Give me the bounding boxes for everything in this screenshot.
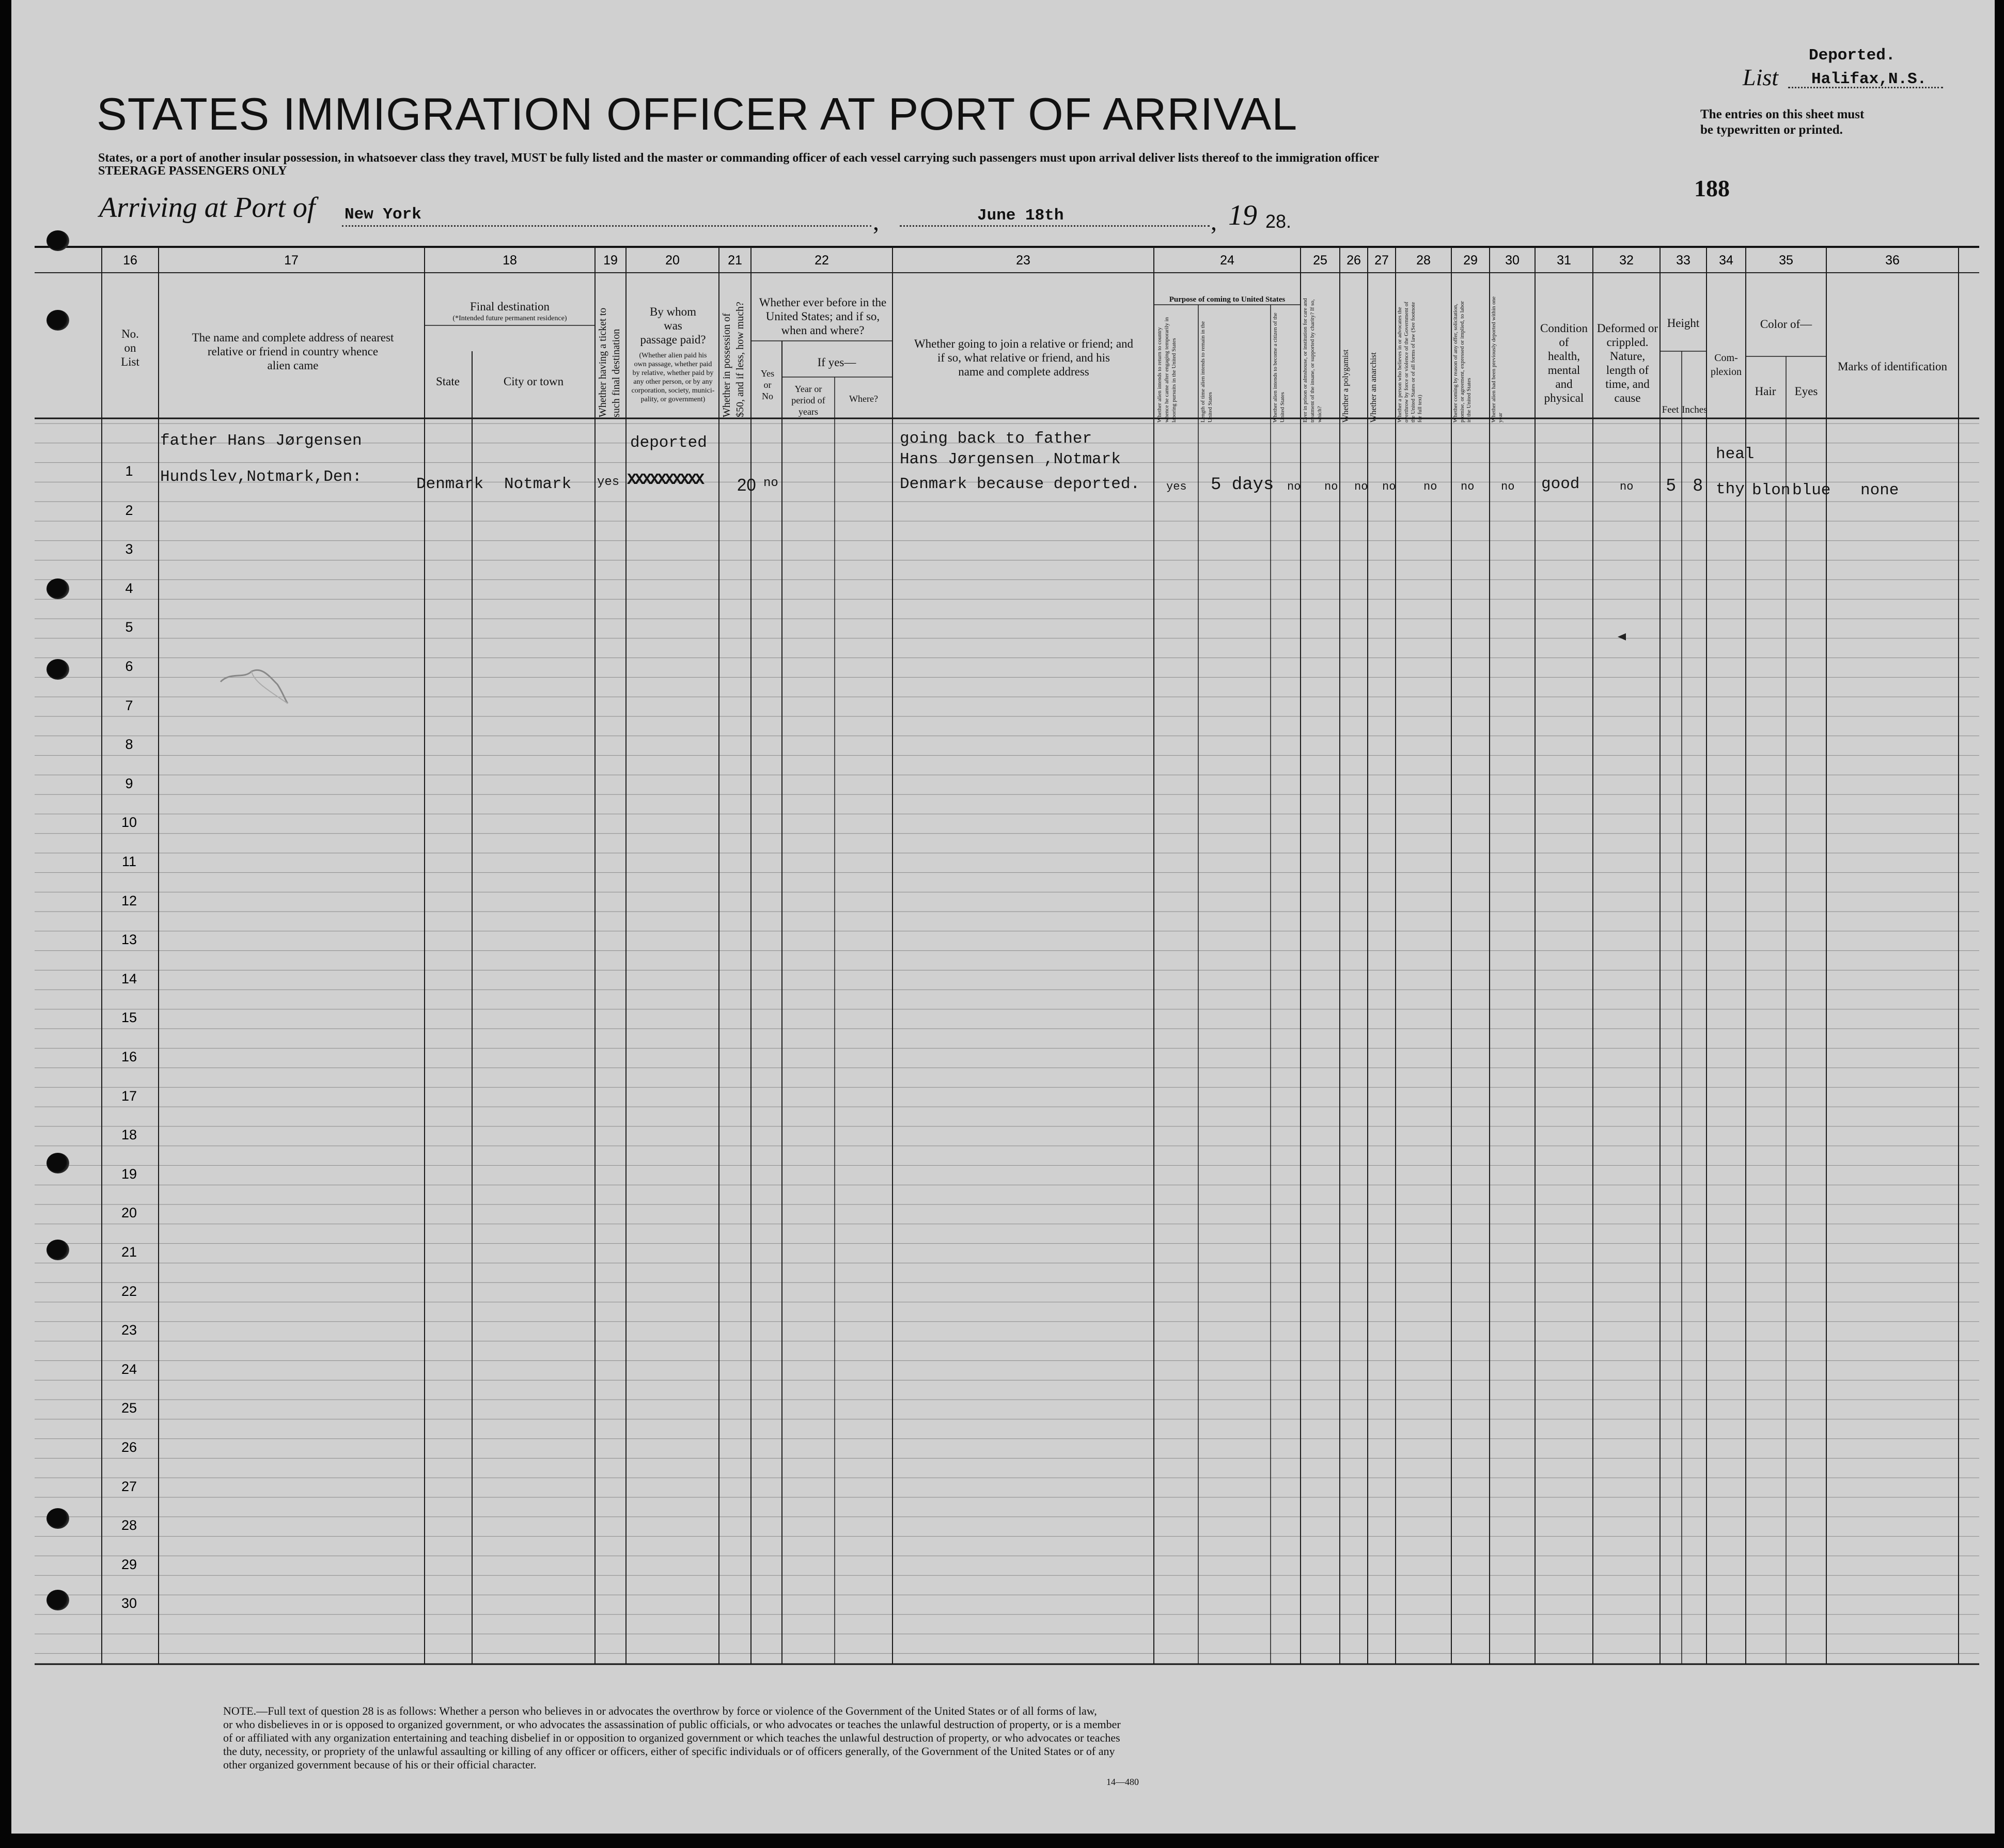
- column-number: 19: [603, 253, 618, 268]
- hair-value: blon: [1752, 481, 1791, 499]
- table-grid: [11, 0, 1995, 1834]
- col20-header: [627, 305, 719, 347]
- col22-ifyes: If yes—: [817, 356, 856, 369]
- column-number: 18: [503, 253, 517, 268]
- punch-hole: [46, 1240, 69, 1260]
- col22-yesno-line: Yes: [760, 368, 775, 379]
- row-number: 16: [121, 1049, 137, 1064]
- column-number: 21: [728, 253, 742, 268]
- paid-by-line1: deported: [630, 434, 707, 452]
- col22-line: when and where?: [781, 324, 865, 337]
- deported-before-value: no: [1501, 480, 1515, 493]
- row-number: 10: [121, 815, 137, 831]
- col32-line: Deformed or: [1596, 322, 1658, 335]
- col20-sub-line: by relative, whether paid by: [632, 369, 714, 377]
- column-number: 30: [1505, 253, 1520, 268]
- page-number: 188: [1694, 175, 1730, 201]
- col20-line: was: [664, 319, 682, 332]
- col20-sub-line: (Whether alien paid his: [639, 352, 707, 359]
- col34-line: plexion: [1711, 366, 1742, 378]
- row-number: 13: [121, 932, 137, 948]
- before-in-us: no: [763, 476, 778, 490]
- row-number: 18: [121, 1127, 137, 1143]
- punch-hole: [46, 1508, 69, 1529]
- footnote-line: or who disbelieves in or is opposed to organized government, or who advocates the assassination of public officials, or who advocates or teaches the unlawful destruction of property, or is a member: [223, 1718, 1121, 1731]
- row-number: 6: [125, 659, 133, 674]
- paid-by-struck: XXXXXXXXXX: [627, 471, 703, 489]
- col23-line: Whether going to join a relative or friend; and: [914, 337, 1134, 350]
- marks-value: none: [1860, 481, 1899, 499]
- col17-line: relative or friend in country whence: [207, 345, 379, 358]
- col32-line: Nature,: [1609, 350, 1646, 363]
- punch-hole: [46, 659, 69, 680]
- arriving-label: Arriving at Port of: [99, 192, 316, 224]
- column-number: 24: [1220, 253, 1234, 268]
- column-number: 16: [123, 253, 137, 268]
- row-number: 24: [121, 1361, 137, 1377]
- paper-tear-mark: [215, 661, 298, 708]
- destination-city: Notmark: [504, 475, 572, 493]
- anarchist-value: no: [1382, 480, 1396, 493]
- arrow-mark: [1618, 633, 1626, 640]
- col17-line: alien came: [267, 359, 319, 372]
- col16-header: [102, 327, 159, 369]
- port-value: New York: [345, 206, 421, 224]
- col32-header: [1594, 321, 1661, 405]
- column-number: 26: [1347, 253, 1361, 268]
- col22-line: United States; and if so,: [765, 310, 880, 323]
- col31-line: of: [1559, 336, 1569, 349]
- row-number: 11: [121, 854, 137, 869]
- complexion-line1: heal: [1716, 445, 1755, 463]
- row-number: 29: [121, 1556, 137, 1572]
- intro-text: States, or a port of another insular possession, in whatsoever class they travel, MUST be fully listed and the master or commanding officer of each vessel carrying such passengers must upon arrival deliver lists thereof to the immigration officer: [98, 151, 1380, 165]
- row-number: 1: [125, 463, 133, 479]
- row-number: 15: [121, 1010, 137, 1026]
- col16-line: on: [124, 341, 136, 354]
- polygamist-value: no: [1354, 480, 1368, 493]
- col33-feet: Feet: [1662, 404, 1679, 415]
- footnote-line: the duty, necessity, or propriety of the unlawful assaulting or killing of any officer or officers, either of specific individuals or of officers generally, of the Government of the United States or of any: [223, 1745, 1115, 1758]
- footnote-line: other organized government because of his or their official character.: [223, 1758, 537, 1771]
- column-number: 35: [1779, 253, 1793, 268]
- footnote-line: NOTE.—Full text of question 28 is as follows: Whether a person who believes in or advocates the overthrow by force or violence of the Government of the United States or of all forms of law,: [223, 1704, 1097, 1717]
- form-number: 14—480: [1106, 1777, 1139, 1787]
- col22-where: Where?: [849, 394, 878, 404]
- money-value: 20: [737, 475, 756, 494]
- row-number: 28: [121, 1517, 137, 1533]
- col20-subtitle: [627, 351, 719, 404]
- height-inches: 8: [1693, 475, 1703, 494]
- deported-stamp: Deported.: [1809, 46, 1896, 65]
- manifest-sheet: [11, 0, 1995, 1834]
- footnote: [223, 1704, 1121, 1772]
- comma: ,: [1211, 208, 1217, 236]
- col23-line: if so, what relative or friend, and his: [937, 351, 1110, 364]
- row-number: 4: [125, 580, 133, 596]
- col27-header: Whether an anarchist: [1369, 352, 1378, 422]
- list-value: Halifax,N.S.: [1811, 70, 1927, 88]
- relative-address: Hundslev,Notmark,Den:: [160, 468, 362, 486]
- punch-hole: [46, 578, 69, 599]
- col31-line: health,: [1548, 350, 1580, 363]
- purpose-return: yes: [1166, 480, 1187, 493]
- col22-yesno-line: or: [763, 380, 772, 390]
- col20-line: passage paid?: [640, 333, 706, 346]
- col22-years: [783, 383, 834, 417]
- complexion-line2: thy: [1716, 480, 1745, 498]
- year-suffix: 28.: [1265, 211, 1292, 232]
- col32-line: cause: [1614, 391, 1641, 404]
- column-number: 36: [1885, 253, 1900, 268]
- punch-hole: [46, 230, 69, 251]
- col24c-header: Whether alien intends to become a citizen of the United States: [1272, 312, 1286, 422]
- column-number: 34: [1719, 253, 1733, 268]
- row-number: 23: [121, 1322, 137, 1338]
- col29-header: Whether coming by reason of any offer, solicitation, promise, or agreement, expressed or implied, to labor in the United States: [1452, 301, 1472, 422]
- column-number: 27: [1374, 253, 1389, 268]
- col20-sub-line: corporation, society, munici-: [631, 387, 715, 395]
- row-number: 22: [121, 1283, 137, 1299]
- dotted-line: [900, 225, 1210, 227]
- row-number: 27: [121, 1478, 137, 1494]
- col33-inches: Inches: [1682, 404, 1708, 415]
- col26-header: Whether a polygamist: [1341, 349, 1350, 422]
- column-number: 23: [1016, 253, 1030, 268]
- column-number: 25: [1313, 253, 1327, 268]
- entries-note: The entries on this sheet must: [1700, 107, 1865, 121]
- row-number: 3: [125, 541, 133, 557]
- col17-header: [161, 331, 425, 372]
- col34-header: [1706, 351, 1746, 379]
- row-number: 19: [121, 1166, 137, 1182]
- row-number: 7: [125, 697, 133, 713]
- col23-header: [894, 337, 1154, 379]
- column-number: 31: [1557, 253, 1571, 268]
- col22-line: Whether ever before in the: [759, 296, 887, 309]
- footnote-line: of or affiliated with any organization entertaining and teaching disbelief in or opposition to organized government or which teaches the unlawful destruction of property, or who advocates or teaches: [223, 1731, 1120, 1744]
- col31-header: [1535, 321, 1593, 405]
- col22-years-line: period of: [791, 395, 825, 405]
- col34-line: Com-: [1714, 352, 1738, 364]
- row-number: 20: [121, 1205, 137, 1221]
- col18-subtitle: (*Intended future permanent residence): [452, 315, 567, 322]
- row-number: 12: [121, 892, 137, 909]
- year-prefix: 19: [1228, 199, 1257, 231]
- relative-name: father Hans Jørgensen: [160, 432, 362, 450]
- col23-line: name and complete address: [958, 365, 1089, 378]
- dotted-line: [342, 225, 871, 227]
- col31-line: mental: [1547, 364, 1580, 377]
- row-number: 25: [121, 1400, 137, 1416]
- col32-line: length of: [1606, 364, 1649, 377]
- punch-hole: [46, 1590, 69, 1610]
- eyes-value: blue: [1792, 481, 1831, 499]
- col22-years-line: Year or: [794, 384, 822, 394]
- deformed-value: no: [1620, 480, 1634, 493]
- col18-title: Final destination: [470, 300, 550, 313]
- col22-header: [753, 295, 893, 337]
- list-label: List: [1743, 64, 1779, 90]
- col18-city: City or town: [503, 375, 564, 388]
- row-number: 30: [121, 1595, 137, 1611]
- col31-line: Condition: [1540, 322, 1588, 335]
- col24a-header: Whether alien intends to return to country whence he came after engaging temporarily in laboring pursuits in the United States: [1156, 317, 1177, 422]
- prison-value: no: [1324, 480, 1338, 493]
- height-feet: 5: [1666, 475, 1676, 494]
- column-number: 20: [665, 253, 680, 268]
- col19-header: Whether having a ticket to such final destination: [597, 307, 622, 417]
- col32-line: time, and: [1605, 378, 1650, 390]
- col21-header: Whether in possession of $50, and if less, how much?: [721, 302, 746, 417]
- row-number: 26: [121, 1439, 137, 1455]
- column-number: 28: [1416, 253, 1431, 268]
- column-number: 22: [815, 253, 829, 268]
- column-number: 29: [1463, 253, 1478, 268]
- comma: ,: [873, 208, 879, 236]
- col20-sub-line: own passage, whether paid: [634, 361, 712, 368]
- col32-line: crippled.: [1606, 336, 1649, 349]
- row-number: 9: [125, 775, 133, 791]
- col20-sub-line: any other person, or by any: [633, 378, 713, 386]
- col18-state: State: [436, 375, 460, 388]
- health-value: good: [1541, 475, 1580, 493]
- joining-line1: going back to father: [900, 430, 1092, 448]
- col22-yesno: [753, 368, 782, 402]
- col24-title: Purpose of coming to United States: [1169, 295, 1286, 304]
- destination-state: Denmark: [416, 475, 484, 493]
- row-number: 8: [125, 737, 133, 753]
- ticket-value: yes: [597, 475, 620, 489]
- col25-header: Ever in prison or almshouse, or institution for care and treatment of the insane, or supported by charity? If so, which?: [1302, 298, 1323, 422]
- col22-years-line: years: [799, 406, 818, 417]
- joining-line2: Hans Jørgensen ,Notmark: [900, 450, 1121, 468]
- length-of-stay: 5 days: [1211, 475, 1274, 495]
- joining-line3: Denmark because deported.: [900, 475, 1140, 493]
- col16-line: No.: [121, 327, 139, 340]
- col36-header: Marks of identification: [1837, 360, 1948, 373]
- col30-header: Whether alien had been previously deported within one year: [1491, 296, 1504, 422]
- row-number: 14: [121, 970, 137, 986]
- row-number: 5: [125, 619, 133, 635]
- col33-title: Height: [1667, 317, 1700, 330]
- col20-sub-line: pality, or government): [640, 396, 706, 403]
- intro-steerage: STEERAGE PASSENGERS ONLY: [98, 164, 287, 178]
- col16-line: List: [121, 355, 139, 368]
- row-number: 2: [125, 502, 133, 518]
- col35-title: Color of—: [1760, 318, 1812, 331]
- entries-note: be typewritten or printed.: [1700, 123, 1843, 137]
- col17-line: The name and complete address of nearest: [192, 331, 394, 344]
- col20-line: By whom: [649, 305, 697, 318]
- column-number: 33: [1676, 253, 1690, 268]
- col22-yesno-line: No: [762, 391, 773, 401]
- citizen-value: no: [1287, 480, 1301, 493]
- dotted-line: [1788, 87, 1943, 88]
- column-number: 32: [1619, 253, 1634, 268]
- col35-eyes: Eyes: [1794, 385, 1818, 398]
- row-number: 17: [121, 1088, 137, 1104]
- column-number: 17: [284, 253, 299, 268]
- offer-labor-value: no: [1461, 480, 1475, 493]
- punch-hole: [46, 310, 69, 331]
- page-title: STATES IMMIGRATION OFFICER AT PORT OF ARRIVAL: [97, 88, 1298, 139]
- overthrow-value: no: [1423, 480, 1437, 493]
- row-number: 21: [121, 1244, 137, 1260]
- date-value: June 18th: [977, 207, 1064, 225]
- col31-line: and: [1555, 378, 1573, 390]
- col28-header: Whether a person who believes in or advocates the overthrow by force or violence of the Government of the United States or of all forms of law (See footnote for full text): [1397, 302, 1423, 422]
- col24b-header: Length of time alien intends to remain in the United States: [1200, 321, 1213, 422]
- col35-hair: Hair: [1755, 385, 1776, 398]
- punch-hole: [46, 1153, 69, 1173]
- col31-line: physical: [1544, 391, 1584, 404]
